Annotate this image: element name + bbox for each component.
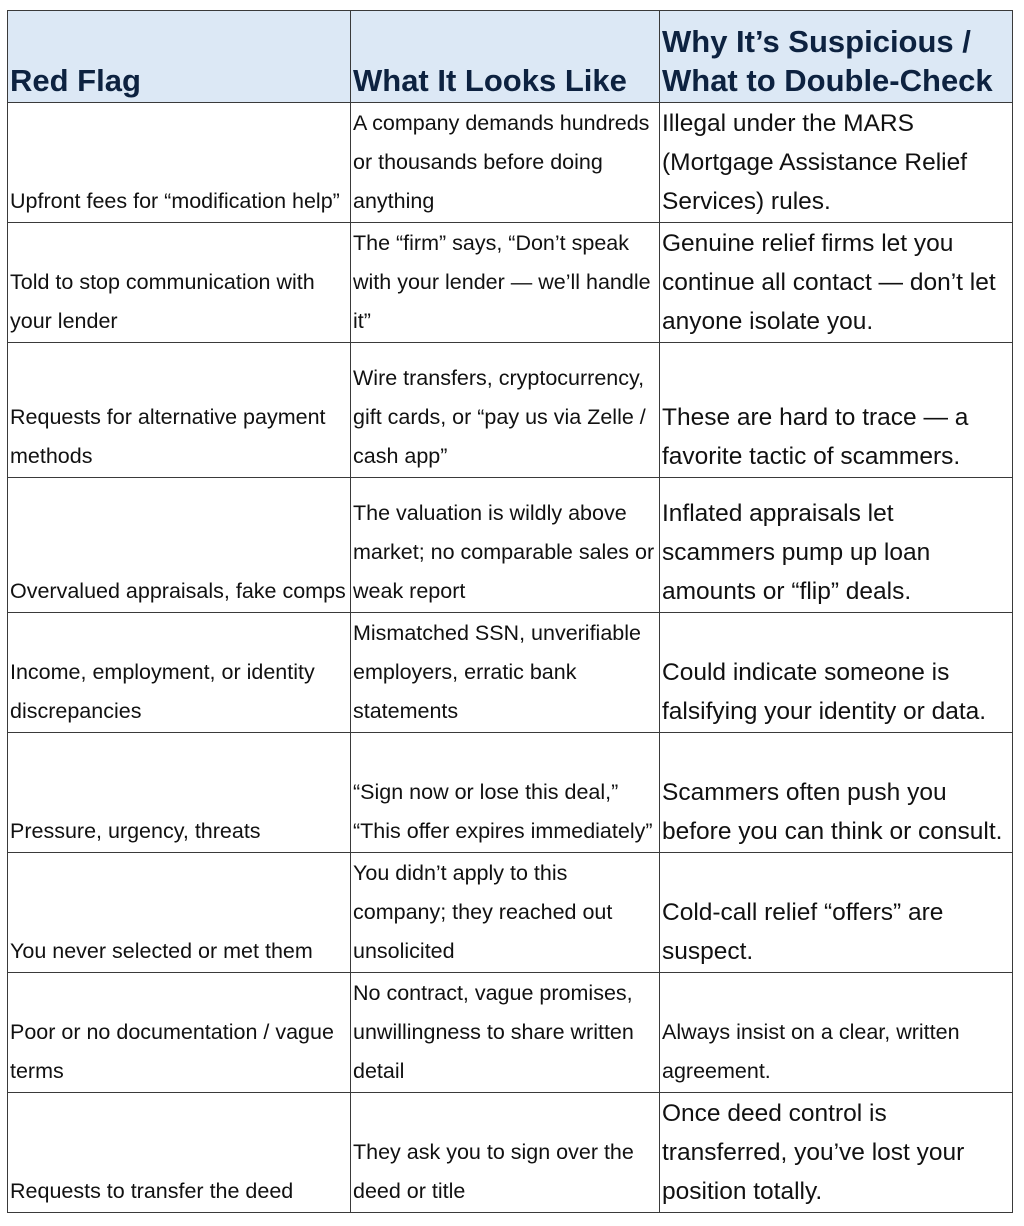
table-row	[8, 223, 1013, 343]
red-flag-cell: Overvalued appraisals, fake comps	[8, 478, 351, 613]
looks-like-cell: They ask you to sign over the deed or title	[351, 1093, 660, 1213]
looks-like-cell: A company demands hundreds or thousands before doing anything	[351, 103, 660, 223]
red-flag-cell: Income, employment, or identity discrepancies	[8, 613, 351, 733]
looks-like-cell: The “firm” says, “Don’t speak with your lender — we’ll handle it”	[351, 223, 660, 343]
red-flag-cell: Requests for alternative payment methods	[8, 343, 351, 478]
red-flag-cell: Poor or no documentation / vague terms	[8, 973, 351, 1093]
red-flag-cell: Upfront fees for “modification help”	[8, 103, 351, 223]
why-suspicious-cell: Scammers often push you before you can think or consult.	[660, 733, 1013, 853]
header-red-flag: Red Flag	[8, 11, 351, 103]
why-suspicious-cell: Inflated appraisals let scammers pump up loan amounts or “flip” deals.	[660, 478, 1013, 613]
table-row	[8, 853, 1013, 973]
looks-like-cell: No contract, vague promises, unwillingness to share written detail	[351, 973, 660, 1093]
why-suspicious-cell: Illegal under the MARS (Mortgage Assistance Relief Services) rules.	[660, 103, 1013, 223]
why-suspicious-cell: Once deed control is transferred, you’ve lost your position totally.	[660, 1093, 1013, 1213]
table-row	[8, 103, 1013, 223]
table-row	[8, 1093, 1013, 1213]
table-row	[8, 733, 1013, 853]
header-why-suspicious: Why It’s Suspicious / What to Double-Check	[660, 11, 1013, 103]
header-row	[8, 11, 1013, 103]
looks-like-cell: Wire transfers, cryptocurrency, gift cards, or “pay us via Zelle / cash app”	[351, 343, 660, 478]
why-suspicious-cell: Genuine relief firms let you continue all contact — don’t let anyone isolate you.	[660, 223, 1013, 343]
red-flags-table	[7, 10, 1013, 1213]
red-flag-cell: You never selected or met them	[8, 853, 351, 973]
red-flag-cell: Requests to transfer the deed	[8, 1093, 351, 1213]
table-row	[8, 973, 1013, 1093]
why-suspicious-cell: Cold-call relief “offers” are suspect.	[660, 853, 1013, 973]
red-flag-cell: Told to stop communication with your lender	[8, 223, 351, 343]
table-row	[8, 343, 1013, 478]
header-what-it-looks-like: What It Looks Like	[351, 11, 660, 103]
looks-like-cell: Mismatched SSN, unverifiable employers, erratic bank statements	[351, 613, 660, 733]
red-flag-cell: Pressure, urgency, threats	[8, 733, 351, 853]
why-suspicious-cell: Always insist on a clear, written agreement.	[660, 973, 1013, 1093]
table-row	[8, 613, 1013, 733]
looks-like-cell: You didn’t apply to this company; they reached out unsolicited	[351, 853, 660, 973]
why-suspicious-cell: These are hard to trace — a favorite tactic of scammers.	[660, 343, 1013, 478]
table-row	[8, 478, 1013, 613]
looks-like-cell: The valuation is wildly above market; no comparable sales or weak report	[351, 478, 660, 613]
looks-like-cell: “Sign now or lose this deal,” “This offer expires immediately”	[351, 733, 660, 853]
why-suspicious-cell: Could indicate someone is falsifying your identity or data.	[660, 613, 1013, 733]
